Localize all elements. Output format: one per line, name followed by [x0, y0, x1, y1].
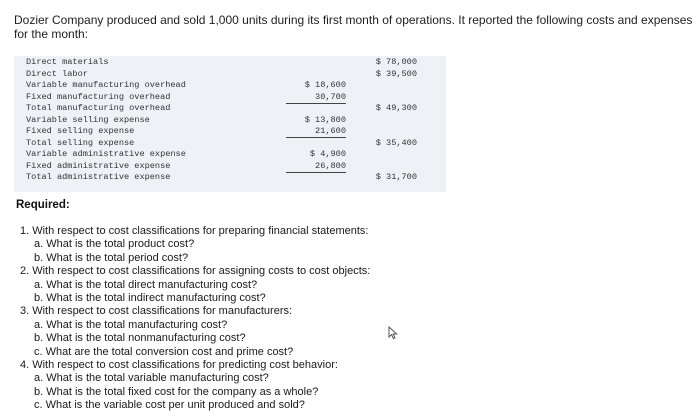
cost-line-component-amount: 21,600 — [286, 126, 346, 138]
question-item: 3. With respect to cost classifications for manufacturers: — [20, 305, 293, 318]
sub-question-item: a. What is the total product cost? — [34, 238, 195, 251]
cost-line-label: Fixed manufacturing overhead — [26, 91, 171, 102]
cost-line-component-amount: 30,700 — [286, 92, 346, 104]
cost-line-label: Total selling expense — [26, 137, 135, 148]
sub-question-item: a. What is the total variable manufacturing cost? — [34, 372, 269, 385]
cost-line-label: Variable manufacturing overhead — [26, 80, 186, 90]
cost-line-total-amount: $ 35,400 — [375, 137, 417, 148]
cost-line-label: Variable selling expense — [26, 114, 150, 125]
cost-line-component-amount: 26,800 — [286, 161, 346, 173]
cost-line-total-amount: $ 78,000 — [375, 57, 417, 67]
sub-question-item: a. What is the total manufacturing cost? — [34, 318, 228, 331]
sub-question-item: b. What is the total period cost? — [34, 251, 189, 264]
sub-question-item: b. What is the total indirect manufacturing cost? — [34, 292, 266, 304]
cost-line-total-amount: $ 39,500 — [375, 68, 417, 79]
cost-line-label: Fixed administrative expense — [26, 160, 171, 171]
mouse-pointer-icon — [388, 326, 400, 340]
cost-line-total-amount: $ 49,300 — [375, 103, 417, 113]
question-item: 4. With respect to cost classifications for predicting cost behavior: — [20, 359, 338, 371]
problem-intro: Dozier Company produced and sold 1,000 units during its first month of operations. It reported the following costs and expenses for the month: — [14, 13, 693, 41]
cost-line-label: Total administrative expense — [26, 172, 171, 182]
cost-line-label: Fixed selling expense — [26, 126, 135, 136]
cost-line-component-amount: $ 18,600 — [304, 80, 346, 90]
question-item: 1. With respect to cost classifications for preparing financial statements: — [20, 225, 369, 237]
sub-question-item: a. What is the total direct manufacturing cost? — [34, 278, 258, 291]
cost-line-component-amount: $ 4,900 — [309, 149, 346, 159]
sub-question-item: c. What is the variable cost per unit produced and sold? — [34, 399, 305, 412]
cost-line-label: Total manufacturing overhead — [26, 103, 171, 113]
sub-question-item: c. What are the total conversion cost and prime cost? — [34, 345, 294, 358]
question-item: 2. With respect to cost classifications for assigning costs to cost objects: — [20, 265, 371, 278]
cropped-text-line — [30, 413, 400, 420]
cost-line-component-amount: $ 13,800 — [304, 114, 346, 125]
cost-line-label: Variable administrative expense — [26, 149, 186, 159]
sub-question-item: b. What is the total fixed cost for the company as a whole? — [34, 385, 319, 398]
cost-line-total-amount: $ 31,700 — [375, 172, 417, 182]
cost-line-label: Direct labor — [26, 68, 88, 79]
sub-question-item: b. What is the total nonmanufacturing cost? — [34, 332, 246, 345]
required-heading: Required: — [16, 199, 70, 211]
cost-line-label: Direct materials — [26, 57, 109, 67]
